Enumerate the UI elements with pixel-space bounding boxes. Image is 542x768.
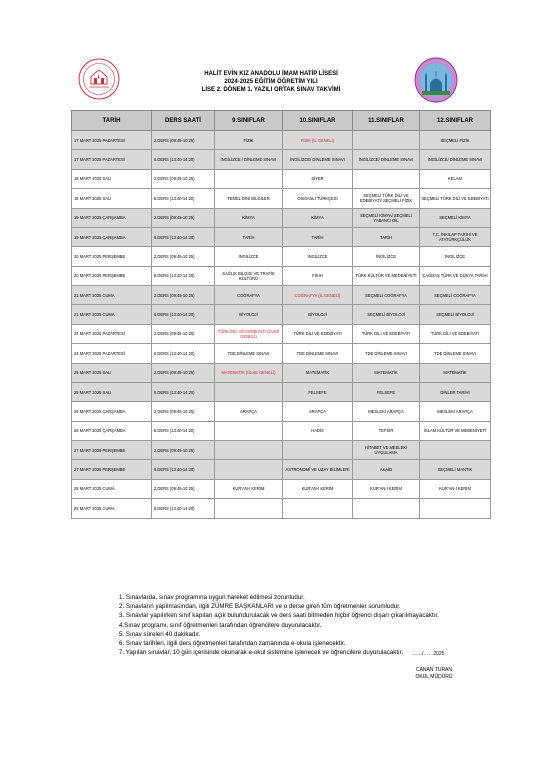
- column-header-grade-11: 11.SINIFLAR: [353, 111, 420, 131]
- cell-grade-12: DİNLER TARİHİ: [420, 382, 491, 401]
- cell-date: 21 MART 2025 CUMA: [72, 286, 152, 305]
- cell-grade-11: İNGİLİZCE/ DİNLEME SINAVI: [353, 150, 420, 169]
- cell-grade-9: SAĞLIK BİLGİSİ VE TRAFİK KÜLTÜRÜ: [215, 266, 283, 285]
- cell-grade-10: OSMANLI TÜRKÇESİ: [283, 189, 353, 208]
- school-name: HALİT EVİN KIZ ANADOLU İMAM HATİP LİSESİ: [204, 71, 338, 77]
- cell-date: 28 MART 2025 CUMA: [72, 499, 152, 518]
- cell-date: 26 MART 2025 ÇARŞAMBA: [72, 402, 152, 421]
- cell-grade-11: [353, 169, 420, 188]
- cell-grade-11: TÜRK DİLİ VE EDEBİYATI: [353, 324, 420, 343]
- cell-period: 2.DERS (09:45-10:25): [152, 208, 215, 227]
- cell-grade-10: SİYER: [283, 169, 353, 188]
- principal-name: CANAN TURAN: [415, 667, 453, 673]
- table-row: [72, 441, 491, 460]
- school-logo-icon: [414, 57, 458, 103]
- meb-logo-icon: [77, 57, 121, 101]
- cell-grade-12: T.C. İNKILAP TARİHİ VE ATATÜRKÇÜLÜK: [420, 227, 491, 246]
- cell-grade-10: ARAPÇA: [283, 402, 353, 421]
- cell-date: 27 MART 2025 PERŞEMBE: [72, 460, 152, 479]
- cell-grade-11: [353, 131, 420, 150]
- cell-grade-11: TDE DİNLEME SINAVI: [353, 344, 420, 363]
- cell-grade-9: [215, 441, 283, 460]
- rule-item: 7. Yapılan sınavlar, 10 gün içerisinde okunarak e-okul sistemine işlenecek ve öğrencilere duyurulacaktır.: [119, 649, 404, 657]
- principal-title: OKUL MÜDÜRÜ: [415, 674, 453, 680]
- cell-grade-9: İNGİLİZCE / DİNLEME SINAVI: [215, 150, 283, 169]
- table-row: [72, 499, 491, 518]
- cell-grade-9: [215, 499, 283, 518]
- table-row: [72, 247, 491, 266]
- cell-grade-11: MATEMATİK: [353, 363, 420, 382]
- cell-period: 6.DERS (13:40-14:20): [152, 344, 215, 363]
- cell-grade-11: SEÇMELİ COĞRAFYA: [353, 286, 420, 305]
- cell-period: 2.DERS (09:45-10:25): [152, 247, 215, 266]
- cell-date: 28 MART 2025 CUMA: [72, 479, 152, 498]
- cell-date: 20 MART 2025 PERŞEMBE: [72, 247, 152, 266]
- cell-grade-10: TDE DİNLEME SINAVI: [283, 344, 353, 363]
- cell-grade-11: SEÇMELİ KİMYA/ SEÇMELİ YABANCI DİL: [353, 208, 420, 227]
- table-row: [72, 150, 491, 169]
- cell-grade-11: SEÇMELİ BİYOLOJİ: [353, 305, 420, 324]
- cell-date: 19 MART 2025 ÇARŞAMBA: [72, 208, 152, 227]
- exam-schedule-table: [71, 110, 491, 519]
- table-row: [72, 421, 491, 440]
- cell-grade-12: ÇAĞDAŞ TÜRK VE DÜNYA TARİHİ: [420, 266, 491, 285]
- cell-grade-11: KUR'AN-I KERİM: [353, 479, 420, 498]
- table-row: [72, 479, 491, 498]
- cell-grade-11: İNGİLİZCE: [353, 247, 420, 266]
- document-titles: [140, 70, 402, 94]
- column-header-date: TARİH: [72, 111, 152, 131]
- cell-date: 27 MART 2025 PERŞEMBE: [72, 441, 152, 460]
- cell-period: 6.DERS (13:40-14:20): [152, 227, 215, 246]
- cell-period: 2.DERS (09:45-10:25): [152, 131, 215, 150]
- cell-period: 6.DERS (13:40-14:20): [152, 189, 215, 208]
- column-header-grade-12: 12.SINIFLAR: [420, 111, 491, 131]
- cell-grade-12: KELAM: [420, 169, 491, 188]
- rule-item: 3. Sınavlar yapılırken sınıf kapıları açık bulundurulacak ve ders saati bitmeden hiçbir öğrenci dışarı çıkarılmayacaktır.: [119, 612, 439, 620]
- cell-grade-9: [215, 169, 283, 188]
- cell-grade-11: SEÇMELİ TÜRK DİLİ VE EDEBİYATI/ SEÇMELİ FİZİK: [353, 189, 420, 208]
- table-row: [72, 169, 491, 188]
- cell-grade-12: SEÇMELİ BİYOLOJİ: [420, 305, 491, 324]
- table-body: [72, 131, 491, 519]
- cell-period: 6.DERS (13:40-14:20): [152, 266, 215, 285]
- cell-grade-12: SEÇMELİ FİZİK: [420, 131, 491, 150]
- column-header-grade-10: 10.SINIFLAR: [283, 111, 353, 131]
- cell-grade-12: İNGİLİZCE/ DİNLEME SINAVI: [420, 150, 491, 169]
- cell-grade-9: ARAPÇA: [215, 402, 283, 421]
- cell-grade-9: MATEMATİK (ÜLKE GENELİ): [215, 363, 283, 382]
- cell-date: 25 MART 2025 SALI: [72, 363, 152, 382]
- cell-grade-12: MESLEKİ ARAPÇA: [420, 402, 491, 421]
- cell-date: 18 MART 2025 SALI: [72, 169, 152, 188]
- cell-grade-11: AKAİD: [353, 460, 420, 479]
- cell-grade-10: KUR'AN-I KERİM: [283, 479, 353, 498]
- cell-grade-9: İNGİLİZCE: [215, 247, 283, 266]
- cell-grade-12: SEÇMELİ KİMYA: [420, 208, 491, 227]
- table-row: [72, 382, 491, 401]
- cell-grade-9: [215, 460, 283, 479]
- cell-period: 6.DERS (13:40-14:20): [152, 150, 215, 169]
- cell-grade-10: ASTRONOMİ VE UZAY BİLİMLERİ: [283, 460, 353, 479]
- rule-item: 2. Sınavların yapılmasından, ilgili ZÜMRE BAŞKANLARI ve o derse giren tüm öğretmenler sorumludur.: [119, 603, 401, 611]
- academic-year: 2024-2025 EĞİTİM ÖĞRETİM YILI: [224, 79, 318, 85]
- cell-period: 6.DERS (13:40-14:20): [152, 305, 215, 324]
- signature-date: ……/……2025: [412, 651, 445, 657]
- cell-period: 2.DERS (09:45-10:25): [152, 441, 215, 460]
- cell-date: 21 MART 2025 CUMA: [72, 305, 152, 324]
- cell-grade-9: FİZİK: [215, 131, 283, 150]
- cell-grade-9: TDE DİNLEME SINAVI: [215, 344, 283, 363]
- rule-item: 1. Sınavlarda, sınav programına uygun hareket edilmesi zorunludur.: [119, 594, 305, 601]
- cell-grade-10: [283, 499, 353, 518]
- cell-grade-9: KİMYA: [215, 208, 283, 227]
- cell-grade-10: BİYOLOJİ: [283, 305, 353, 324]
- cell-grade-10: MATEMATİK: [283, 363, 353, 382]
- cell-date: 19 MART 2025 ÇARŞAMBA: [72, 227, 152, 246]
- cell-date: 26 MART 2025 ÇARŞAMBA: [72, 421, 152, 440]
- cell-grade-10: İNGİLİZCE/ DİNLEME SINAVI: [283, 150, 353, 169]
- cell-grade-12: İNGİLİZCE: [420, 247, 491, 266]
- cell-grade-10: TÜRK DİLİ VE EDEBİYATI: [283, 324, 353, 343]
- cell-period: 2.DERS (09:45-10:25): [152, 286, 215, 305]
- cell-period: 6.DERS (13:40-14:20): [152, 382, 215, 401]
- cell-grade-9: COĞRAFYA: [215, 286, 283, 305]
- cell-grade-9: TARİH: [215, 227, 283, 246]
- cell-period: 6.DERS (13:40-14:20): [152, 499, 215, 518]
- cell-grade-11: TARİH: [353, 227, 420, 246]
- cell-grade-9: [215, 382, 283, 401]
- cell-grade-10: FIKIH: [283, 266, 353, 285]
- cell-period: 2.DERS (09:45-10:25): [152, 479, 215, 498]
- table-row: [72, 402, 491, 421]
- cell-date: 24 MART 2025 PAZARTESİ: [72, 324, 152, 343]
- cell-date: 25 MART 2025 SALI: [72, 382, 152, 401]
- cell-grade-11: FELSEFE: [353, 382, 420, 401]
- cell-grade-11: MESLEKİ ARAPÇA: [353, 402, 420, 421]
- exam-rules-list: [119, 593, 519, 657]
- table-header-row: [72, 111, 491, 131]
- cell-grade-12: SEÇMELİ MANTIK: [420, 460, 491, 479]
- rule-item: 4.Sınav programı, sınıf öğretmenleri tarafından öğrencilere duyurulacaktır.: [119, 621, 322, 629]
- table-row: [72, 286, 491, 305]
- cell-date: 20 MART 2025 PERŞEMBE: [72, 266, 152, 285]
- cell-date: 24 MART 2025 PAZARTESİ: [72, 344, 152, 363]
- cell-grade-12: SEÇMELİ TÜRK DİLİ VE EDEBİYATI: [420, 189, 491, 208]
- cell-grade-9: TEMEL DİNİ BİLGİLER: [215, 189, 283, 208]
- cell-period: 2.DERS (09:45-10:25): [152, 363, 215, 382]
- cell-grade-10: FELSEFE: [283, 382, 353, 401]
- cell-grade-9: BİYOLOJİ: [215, 305, 283, 324]
- cell-period: 6.DERS (13:40-14:20): [152, 421, 215, 440]
- cell-grade-12: İSLAM KÜLTÜR VE MEDENİYETİ: [420, 421, 491, 440]
- table-row: [72, 131, 491, 150]
- cell-period: 2.DERS (09:45-10:25): [152, 402, 215, 421]
- cell-grade-10: FİZİK (İL GENELİ): [283, 131, 353, 150]
- cell-period: 6.DERS (13:40-14:20): [152, 460, 215, 479]
- cell-date: 17 MART 2025 PAZARTESİ: [72, 131, 152, 150]
- rule-item: 6. Sınav tarihleri, ilgili ders öğretmenleri tarafından zamanında e-okula işlenecektir.: [119, 640, 346, 648]
- cell-grade-10: KİMYA: [283, 208, 353, 227]
- cell-grade-12: TDE DİNLEME SINAVI: [420, 344, 491, 363]
- cell-grade-11: HİTABET VE MESLEKİ UYGULAMA: [353, 441, 420, 460]
- document-subtitle: LİSE 2. DÖNEM 1. YAZILI ORTAK SINAV TAKVİMİ: [201, 87, 341, 93]
- table-row: [72, 305, 491, 324]
- cell-grade-12: MATEMATİK: [420, 363, 491, 382]
- table-row: [72, 460, 491, 479]
- cell-grade-10: [283, 441, 353, 460]
- table-row: [72, 363, 491, 382]
- cell-grade-10: COĞRAFYA (İL GENELİ): [283, 286, 353, 305]
- document-header: [0, 0, 542, 108]
- cell-grade-10: İNGİLİZCE: [283, 247, 353, 266]
- cell-date: 17 MART 2025 PAZARTESİ: [72, 150, 152, 169]
- table-row: [72, 344, 491, 363]
- column-header-grade-9: 9.SINIFLAR: [215, 111, 283, 131]
- cell-grade-11: [353, 499, 420, 518]
- cell-period: 2.DERS (09:45-10:25): [152, 169, 215, 188]
- rule-item: 5. Sınav süreleri 40 dakikadır.: [119, 630, 201, 638]
- cell-grade-12: TÜRK DİLİ VE EDEBİYATI: [420, 324, 491, 343]
- cell-grade-11: TÜRK KÜLTÜR VE MEDENİYETİ: [353, 266, 420, 285]
- cell-grade-9: TÜRK DİLİ VE EDEBİYATI (ÜLKE GENELİ): [215, 324, 283, 343]
- cell-grade-12: SEÇMELİ COĞRAFYA: [420, 286, 491, 305]
- table-row: [72, 227, 491, 246]
- cell-grade-10: TARİH: [283, 227, 353, 246]
- cell-date: 18 MART 2025 SALI: [72, 189, 152, 208]
- table-row: [72, 324, 491, 343]
- table-row: [72, 208, 491, 227]
- signature-block: [404, 667, 464, 681]
- cell-grade-12: [420, 441, 491, 460]
- column-header-period: DERS SAATİ: [152, 111, 215, 131]
- cell-grade-9: [215, 421, 283, 440]
- cell-grade-9: KUR'AN-I KERİM: [215, 479, 283, 498]
- cell-grade-12: [420, 499, 491, 518]
- cell-grade-11: TEFSİR: [353, 421, 420, 440]
- cell-grade-12: KUR'AN-I KERİM: [420, 479, 491, 498]
- table-row: [72, 189, 491, 208]
- table-row: [72, 266, 491, 285]
- cell-period: 2.DERS (09:45-10:25): [152, 324, 215, 343]
- cell-grade-10: HADİS: [283, 421, 353, 440]
